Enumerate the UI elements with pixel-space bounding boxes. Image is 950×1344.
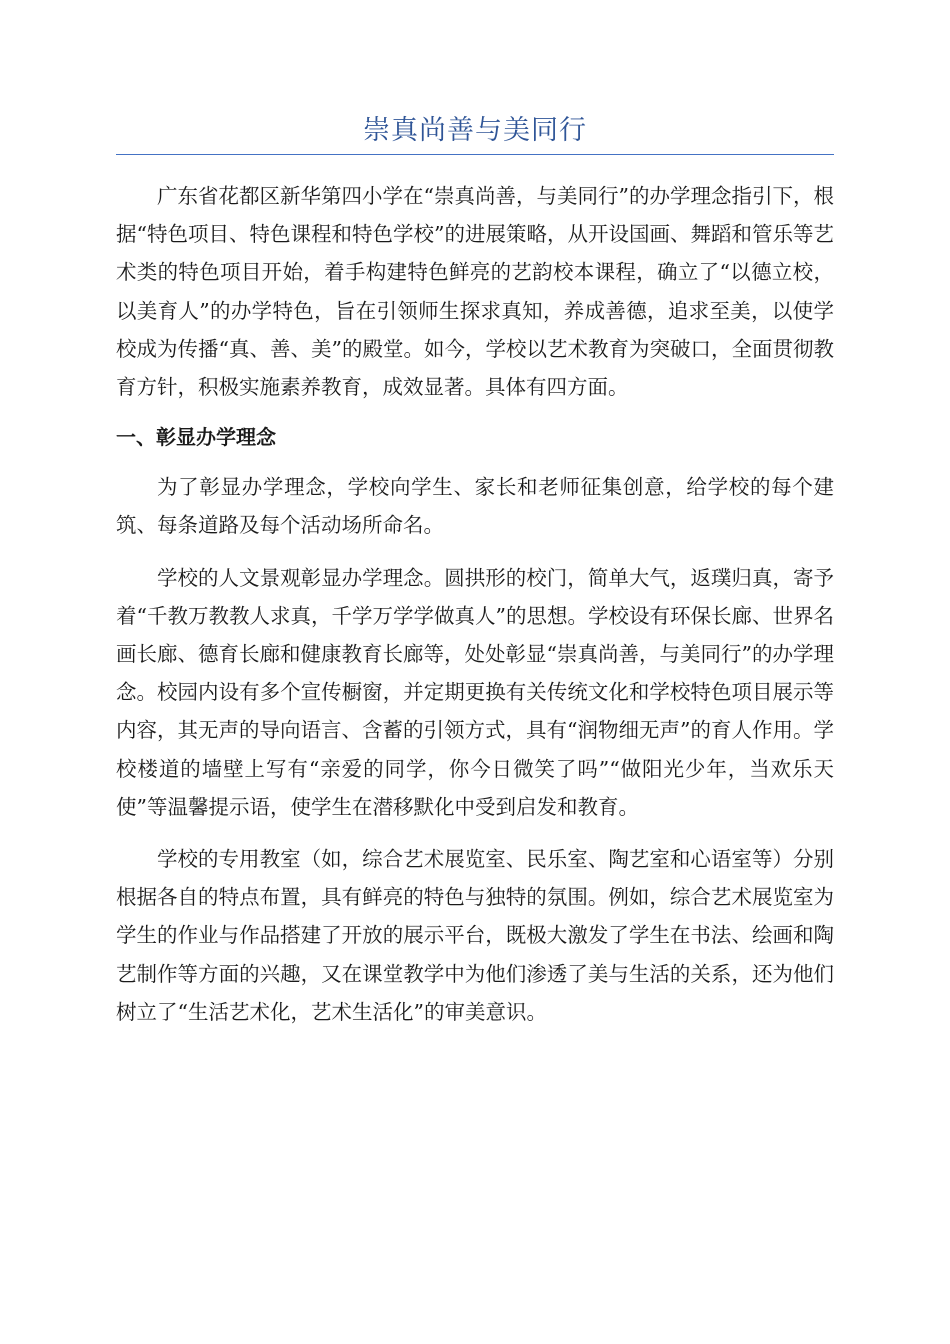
intro-paragraph: 广东省花都区新华第四小学在“崇真尚善，与美同行”的办学理念指引下，根据“特色项目、特色课程和特色学校”的进展策略，从开设国画、舞蹈和管乐等艺术类的特色项目开始，着手构建特色鲜亮的艺韵校本课程，确立了“以德立校，以美育人”的办学特色，旨在引领师生探求真知，养成善德，追求至美，以使学校成为传播“真、善、美”的殿堂。如今，学校以艺术教育为突破口，全面贯彻教育方针，积极实施素养教育，成效显著。具体有四方面。 xyxy=(116,184,834,400)
document-page xyxy=(116,108,834,1031)
body-paragraph: 为了彰显办学理念，学校向学生、家长和老师征集创意，给学校的每个建筑、每条道路及每个活动场所命名。 xyxy=(116,475,834,538)
body-paragraph: 学校的人文景观彰显办学理念。圆拱形的校门，简单大气，返璞归真，寄予着“千教万教教人求真，千学万学学做真人”的思想。学校设有环保长廊、世界名画长廊、德育长廊和健康教育长廊等，处处彰显“崇真尚善，与美同行”的办学理念。校园内设有多个宣传橱窗，并定期更换有关传统文化和学校特色项目展示等内容，其无声的导向语言、含蓄的引领方式，具有“润物细无声”的育人作用。学校楼道的墙壁上写有“亲爱的同学，你今日微笑了吗”“做阳光少年，当欢乐天使”等温馨提示语，使学生在潜移默化中受到启发和教育。 xyxy=(116,565,834,819)
body-paragraph: 学校的专用教室（如，综合艺术展览室、民乐室、陶艺室和心语室等）分别根据各自的特点布置，具有鲜亮的特色与独特的氛围。例如，综合艺术展览室为学生的作业与作品搭建了开放的展示平台，既极大激发了学生在书法、绘画和陶艺制作等方面的兴趣，又在课堂教学中为他们渗透了美与生活的关系，还为他们树立了“生活艺术化，艺术生活化”的审美意识。 xyxy=(116,847,834,1024)
title-underline xyxy=(116,154,834,155)
document-title: 崇真尚善与美同行 xyxy=(363,115,587,146)
section-heading: 一、彰显办学理念 xyxy=(116,425,276,450)
